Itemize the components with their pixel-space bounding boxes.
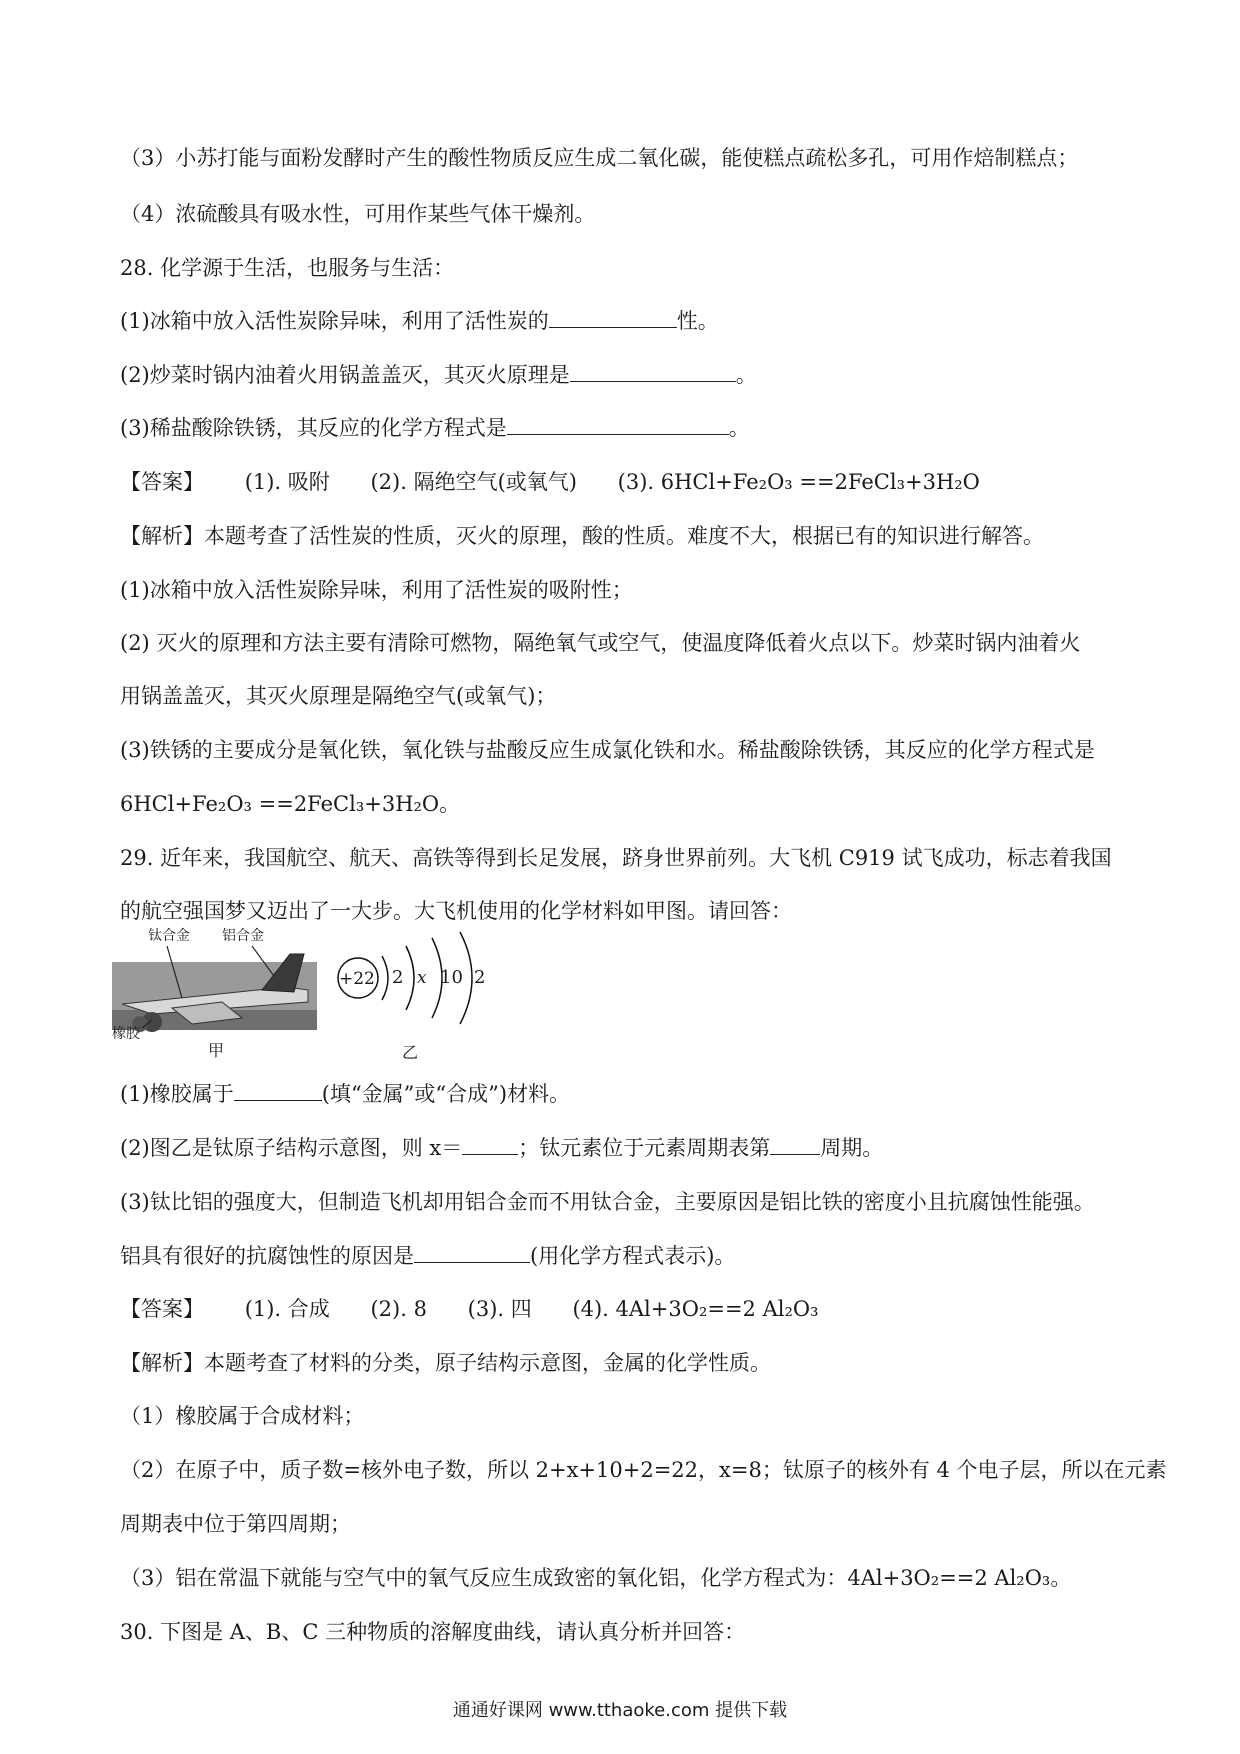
text: 性。 (676, 309, 719, 333)
question-29-part1 (120, 1079, 570, 1109)
explanation-line: （1）橡胶属于合成材料； (120, 1404, 365, 1428)
answer-blank[interactable] (770, 1134, 820, 1155)
answer-item: (4). 4Al+3O₂==2 Al₂O₃ (572, 1297, 819, 1321)
shell-electrons: 10 (440, 967, 463, 988)
question-29-part3: (3)钛比铝的强度大，但制造飞机却用铝合金而不用钛合金，主要原因是铝比铁的密度小且抗腐蚀性能强。 (120, 1190, 1095, 1214)
explanation-line: 用锅盖盖灭，其灭火原理是隔绝空气(或氧气)； (120, 684, 557, 708)
answer-blank[interactable] (570, 361, 736, 382)
caption-yi: 乙 (402, 1043, 419, 1062)
explanation-line: （2）在原子中，质子数=核外电子数，所以 2+x+10+2=22，x=8；钛原子的核外有 4 个电子层，所以在元素 (120, 1458, 1167, 1482)
caption-jia: 甲 (208, 1041, 225, 1060)
text: (填“金属”或“合成”)材料。 (321, 1082, 571, 1106)
text: ；钛元素位于元素周期表第 (518, 1136, 771, 1160)
question-29-title: 29. 近年来，我国航空、航天、高铁等得到长足发展，跻身世界前列。大飞机 C919 试飞成功，标志着我国 (120, 846, 1112, 870)
answer-label: 【答案】 (120, 470, 204, 494)
explanation-28: 【解析】本题考查了活性炭的性质，灭火的原理，酸的性质。难度不大，根据已有的知识进行解答。 (120, 524, 1044, 548)
text-line: （3）小苏打能与面粉发酵时产生的酸性物质反应生成二氧化碳，能使糕点疏松多孔，可用作焙制糕点； (120, 146, 1079, 170)
answer-blank[interactable] (462, 1134, 518, 1155)
shell-arc (382, 956, 388, 1000)
explanation-line: （3）铝在常温下就能与空气中的氧气反应生成致密的氧化铝，化学方程式为：4Al+3O₂==2 Al₂O₃。 (120, 1566, 1072, 1590)
explanation-29: 【解析】本题考查了材料的分类，原子结构示意图，金属的化学性质。 (120, 1351, 771, 1375)
question-29-part2 (120, 1133, 883, 1163)
answer-28 (120, 467, 980, 497)
question-28-part2 (120, 360, 757, 390)
nucleus-charge: +22 (339, 969, 375, 989)
answer-item: (1). 合成 (244, 1297, 330, 1321)
question-28-part1 (120, 306, 719, 336)
text: (1)橡胶属于 (120, 1082, 234, 1106)
answer-blank[interactable] (414, 1242, 530, 1263)
question-28-part3 (120, 413, 750, 443)
answer-blank[interactable] (507, 414, 729, 435)
answer-29 (120, 1294, 819, 1324)
answer-item: (3). 6HCl+Fe₂O₃ ==2FeCl₃+3H₂O (617, 470, 980, 494)
answer-item: (3). 四 (467, 1297, 532, 1321)
label-aluminum-alloy: 铝合金 (222, 928, 264, 944)
question-28-title: 28. 化学源于生活，也服务与生活： (120, 256, 455, 280)
question-29-part3-cont (120, 1241, 735, 1271)
explanation-line: 6HCl+Fe₂O₃ ==2FeCl₃+3H₂O。 (120, 792, 461, 816)
explanation-line: 周期表中位于第四周期； (120, 1512, 351, 1536)
airplane-figure (112, 932, 322, 1052)
page-footer: 通通好课网 www.tthaoke.com 提供下载 (452, 1700, 788, 1721)
text: 。 (728, 416, 750, 440)
answer-item: (2). 8 (370, 1297, 427, 1321)
explanation-line: (1)冰箱中放入活性炭除异味，利用了活性炭的吸附性； (120, 578, 633, 602)
text: (1)冰箱中放入活性炭除异味，利用了活性炭的 (120, 309, 549, 333)
answer-blank[interactable] (549, 307, 677, 328)
explanation-line: (2) 灭火的原理和方法主要有清除可燃物，隔绝氧气或空气，使温度降低着火点以下。炒菜时锅内油着火 (120, 631, 1081, 655)
answer-blank[interactable] (234, 1080, 322, 1101)
text: 。 (735, 363, 757, 387)
question-30-title: 30. 下图是 A、B、C 三种物质的溶解度曲线，请认真分析并回答： (120, 1620, 746, 1644)
text: (2)图乙是钛原子结构示意图，则 x＝ (120, 1136, 463, 1160)
question-29-title-cont: 的航空强国梦又迈出了一大步。大飞机使用的化学材料如甲图。请回答： (120, 899, 792, 923)
shell-arc (406, 946, 414, 1010)
label-titanium-alloy: 钛合金 (148, 928, 190, 944)
answer-item: (1). 吸附 (244, 470, 330, 494)
text: 铝具有很好的抗腐蚀性的原因是 (120, 1244, 414, 1268)
text: 周期。 (820, 1136, 884, 1160)
shell-electrons: x (417, 968, 427, 988)
answer-label: 【答案】 (120, 1297, 204, 1321)
text: (用化学方程式表示)。 (530, 1244, 736, 1268)
explanation-line: (3)铁锈的主要成分是氧化铁，氧化铁与盐酸反应生成氯化铁和水。稀盐酸除铁锈，其反应的化学方程式是 (120, 738, 1095, 762)
text: (2)炒菜时锅内油着火用锅盖盖灭，其灭火原理是 (120, 363, 570, 387)
answer-item: (2). 隔绝空气(或氧气) (370, 470, 577, 494)
label-rubber: 橡胶 (112, 1026, 140, 1042)
text-line: （4）浓硫酸具有吸水性，可用作某些气体干燥剂。 (120, 202, 596, 226)
shell-electrons: 2 (474, 967, 486, 988)
text: (3)稀盐酸除铁锈，其反应的化学方程式是 (120, 416, 507, 440)
shell-electrons: 2 (392, 967, 404, 988)
